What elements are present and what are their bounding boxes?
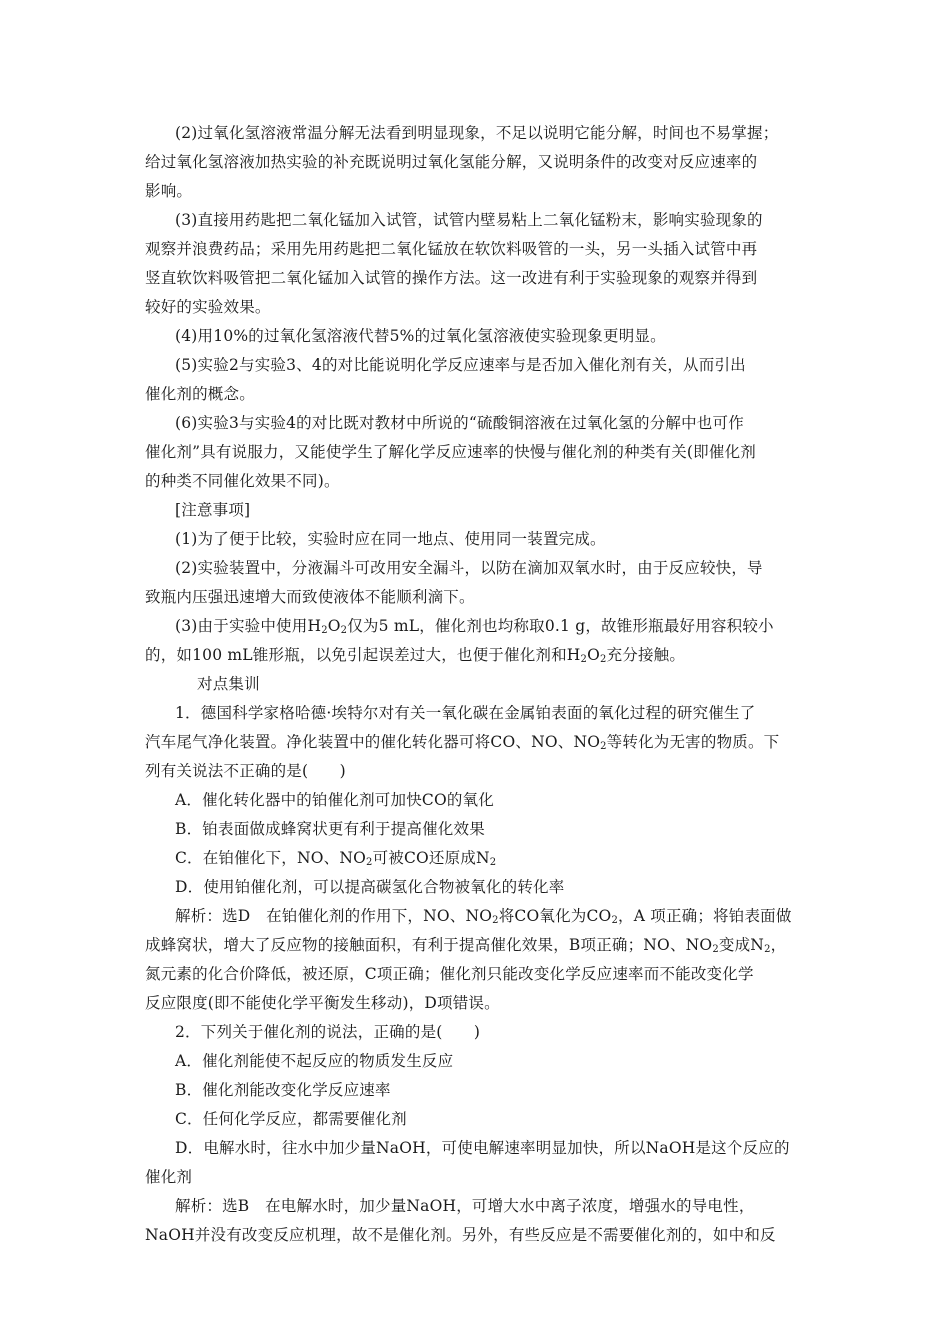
text-line <box>145 525 810 554</box>
text-segment: (6)实验3与实验4的对比既对教材中所说的“硫酸铜溶液在过氧化氢的分解中也可作 <box>175 414 744 432</box>
text-line <box>145 1221 810 1250</box>
text-line <box>145 1163 810 1192</box>
text-segment: 汽车尾气净化装置。净化装置中的催化转化器可将CO、NO、NO <box>145 733 601 751</box>
text-segment: [注意事项] <box>175 501 251 519</box>
text-segment: 解析：选D 在铂催化剂的作用下，NO、NO <box>175 907 493 925</box>
text-segment: 列有关说法不正确的是( ) <box>145 762 346 780</box>
text-line <box>145 1134 810 1163</box>
text-line <box>145 235 810 264</box>
text-line <box>145 844 810 873</box>
text-segment: 解析：选B 在电解水时，加少量NaOH，可增大水中离子浓度，增强水的导电性， <box>175 1197 755 1215</box>
text-segment: O <box>587 646 601 664</box>
text-segment: (3)由于实验中使用H <box>175 617 322 635</box>
text-segment: O <box>327 617 341 635</box>
text-segment: 反应限度(即不能使化学平衡发生移动)，D项错误。 <box>145 994 500 1012</box>
text-segment: 1．德国科学家格哈德·埃特尔对有关一氧化碳在金属铂表面的氧化过程的研究催生了 <box>175 704 756 722</box>
text-segment: 2．下列关于催化剂的说法，正确的是( ) <box>175 1023 481 1041</box>
text-line <box>145 1105 810 1134</box>
text-segment: 充分接触。 <box>606 646 686 664</box>
text-segment: 对点集训 <box>197 675 260 693</box>
text-line <box>145 815 810 844</box>
text-segment: (5)实验2与实验3、4的对比能说明化学反应速率与是否加入催化剂有关，从而引出 <box>175 356 746 374</box>
text-segment: 成蜂窝状，增大了反应物的接触面积，有利于提高催化效果，B项正确；NO、NO <box>145 936 713 954</box>
text-segment: C．在铂催化下，NO、NO <box>175 849 366 867</box>
text-line <box>145 554 810 583</box>
text-line <box>145 467 810 496</box>
text-line <box>145 177 810 206</box>
text-segment: (2)过氧化氢溶液常温分解无法看到明显现象，不足以说明它能分解，时间也不易掌握； <box>175 124 779 142</box>
text-segment: 影响。 <box>145 182 193 200</box>
text-segment: D．使用铂催化剂，可以提高碳氢化合物被氧化的转化率 <box>175 878 565 896</box>
text-line <box>145 148 810 177</box>
text-segment: B．催化剂能改变化学反应速率 <box>175 1081 391 1099</box>
section-heading <box>145 670 810 699</box>
text-line <box>145 786 810 815</box>
text-segment: 氮元素的化合价降低，被还原，C项正确；催化剂只能改变化学反应速率而不能改变化学 <box>145 965 754 983</box>
subscript: 2 <box>489 857 497 868</box>
subscript: 2 <box>580 654 588 665</box>
text-line <box>145 409 810 438</box>
text-line <box>145 380 810 409</box>
subscript: 2 <box>340 625 348 636</box>
text-segment: 仅为5 mL，催化剂也均称取0.1 g，故锥形瓶最好用容积较小 <box>347 617 774 635</box>
text-line <box>145 264 810 293</box>
text-segment: ，A 项正确；将铂表面做 <box>618 907 792 925</box>
text-segment: NaOH并没有改变反应机理，故不是催化剂。另外，有些反应是不需要催化剂的，如中和反 <box>145 1226 776 1244</box>
text-line <box>145 322 810 351</box>
text-segment: 较好的实验效果。 <box>145 298 271 316</box>
text-line <box>145 699 810 728</box>
text-line <box>145 931 810 960</box>
subscript: 2 <box>366 857 373 868</box>
text-line <box>145 1047 810 1076</box>
text-segment: 等转化为无害的物质。下 <box>606 733 780 751</box>
text-line <box>145 989 810 1018</box>
subscript: 2 <box>600 741 607 752</box>
text-segment: B．铂表面做成蜂窝状更有利于提高催化效果 <box>175 820 485 838</box>
text-segment: (2)实验装置中，分液漏斗可改用安全漏斗，以防在滴加双氧水时，由于反应较快，导 <box>175 559 763 577</box>
text-segment: 催化剂 <box>145 1168 193 1186</box>
text-segment: D．电解水时，往水中加少量NaOH，可使电解速率明显加快，所以NaOH是这个反应的 <box>175 1139 790 1157</box>
text-segment: (1)为了便于比较，实验时应在同一地点、使用同一装置完成。 <box>175 530 606 548</box>
text-segment: C．任何化学反应，都需要催化剂 <box>175 1110 407 1128</box>
text-line <box>145 496 810 525</box>
subscript: 2 <box>321 625 328 636</box>
text-segment: 致瓶内压强迅速增大而致使液体不能顺利滴下。 <box>145 588 475 606</box>
text-segment: 竖直软饮料吸管把二氧化锰加入试管的操作方法。这一改进有利于实验现象的观察并得到 <box>145 269 758 287</box>
document-body <box>145 119 810 1250</box>
text-segment: 给过氧化氢溶液加热实验的补充既说明过氧化氢能分解，又说明条件的改变对反应速率的 <box>145 153 758 171</box>
text-segment: (4)用10%的过氧化氢溶液代替5%的过氧化氢溶液使实验现象更明显。 <box>175 327 666 345</box>
text-line <box>145 960 810 989</box>
text-segment: 可被CO还原成N <box>372 849 490 867</box>
text-line <box>145 583 810 612</box>
text-line <box>145 1192 810 1221</box>
subscript: 2 <box>600 654 607 665</box>
text-line <box>145 119 810 148</box>
text-line <box>145 438 810 467</box>
text-line <box>145 206 810 235</box>
text-line <box>145 351 810 380</box>
text-line <box>145 1076 810 1105</box>
subscript: 2 <box>492 915 499 926</box>
text-segment: ， <box>770 936 787 954</box>
text-segment: 观察并浪费药品；采用先用药匙把二氧化锰放在软饮料吸管的一头，另一头插入试管中再 <box>145 240 758 258</box>
text-line <box>145 612 810 641</box>
text-line <box>145 293 810 322</box>
text-segment: 催化剂的概念。 <box>145 385 255 403</box>
text-segment: A．催化剂能使不起反应的物质发生反应 <box>175 1052 454 1070</box>
text-line <box>145 757 810 786</box>
text-segment: 催化剂”具有说服力，又能使学生了解化学反应速率的快慢与催化剂的种类有关(即催化剂 <box>145 443 756 461</box>
text-line <box>145 641 810 670</box>
subscript: 2 <box>712 944 719 955</box>
text-line <box>145 902 810 931</box>
text-segment: 的，如100 mL锥形瓶，以免引起误差过大，也便于催化剂和H <box>145 646 581 664</box>
text-line <box>145 728 810 757</box>
text-segment: 的种类不同催化效果不同)。 <box>145 472 340 490</box>
text-segment: 将CO氧化为CO <box>498 907 612 925</box>
text-segment: 变成N <box>718 936 765 954</box>
text-segment: A．催化转化器中的铂催化剂可加快CO的氧化 <box>175 791 494 809</box>
subscript: 2 <box>611 915 619 926</box>
text-line <box>145 873 810 902</box>
text-segment: (3)直接用药匙把二氧化锰加入试管，试管内壁易粘上二氧化锰粉末，影响实验现象的 <box>175 211 763 229</box>
subscript: 2 <box>764 944 771 955</box>
text-line <box>145 1018 810 1047</box>
